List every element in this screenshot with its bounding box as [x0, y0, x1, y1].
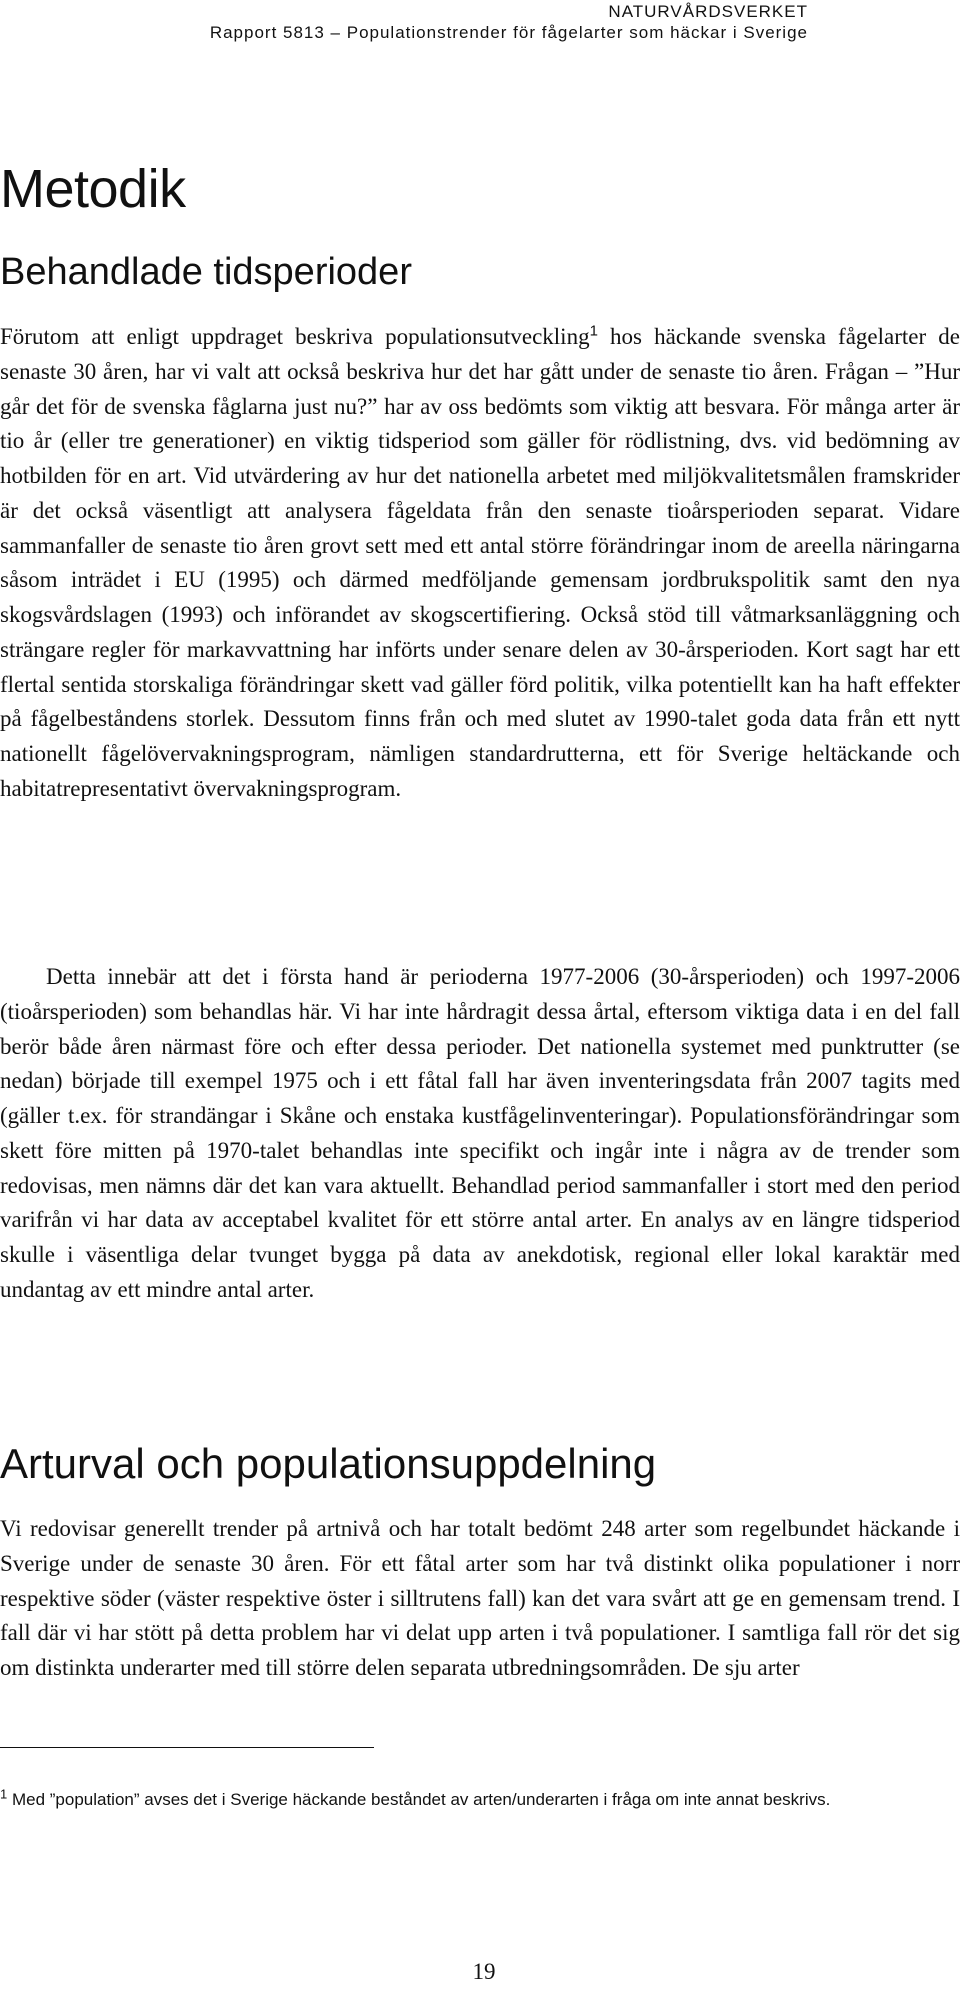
footnote — [0, 1786, 950, 1814]
header-publisher: NATURVÅRDSVERKET — [608, 2, 808, 21]
footnote-divider — [0, 1747, 374, 1748]
paragraph-time-periods-2: Detta innebär att det i första hand är perioderna 1977-2006 (30-årsperioden) och 1997-2006 (tioårsperioden) som behandlas här. Vi har inte hårdragit dessa årtal, eftersom viktiga data i en del fall berör både åren närmast före och efter dessa perioder. Det nationella systemet med punktrutter (se nedan) började till exempel 1975 och i ett fåtal fall har även inventeringsdata från 2007 tagits med (gäller t.ex. för strandängar i Skåne och enstaka kustfågelinventeringar). Populationsförändringar som skett före mitten på 1970-talet behandlas inte specifikt och ingår inte i några av de trender som redovisas, men nämns där det kan vara aktuellt. Behandlad period sammanfaller i stort med den period varifrån vi har data av acceptabel kvalitet för ett större antal arter. En analys av en längre tidsperiod skulle i väsentliga delar tvunget bygga på data av anekdotisk, regional eller lokal karaktär med undantag av ett mindre antal arter. — [0, 964, 960, 1302]
paragraph-text: Förutom att enligt uppdraget beskriva populationsutveckling — [0, 324, 590, 349]
page-title: Metodik — [0, 159, 186, 219]
footnote-text: Med ”population” avses det i Sverige häckande beståndet av arten/underarten i fråga om inte annat beskrivs. — [7, 1790, 831, 1809]
page-header — [210, 2, 808, 44]
page-number: 19 — [472, 1959, 496, 1984]
header-report-title: Rapport 5813 – Populationstrender för fågelarter som häckar i Sverige — [209, 23, 808, 42]
section-heading-time-periods: Behandlade tidsperioder — [0, 251, 412, 293]
section-heading-species-selection: Arturval och populationsuppdelning — [0, 1440, 657, 1487]
paragraph-text: hos häckande svenska fågelarter de senaste 30 åren, har vi valt att också beskriva hur det har gått under de senaste tio åren. Frågan – ”Hur går det för de svenska fåglarna just nu?” har av oss bedömts som viktig att besvara. För många arter är tio år (eller tre generationer) en viktig tidsperiod som gäller för rödlistning, dvs. vid bedömning av hotbilden för en art. Vid utvärdering av hur det nationella arbetet med miljökvalitetsmålen framskrider är det också väsentligt att analysera fågeldata från den senaste tioårsperioden separat. Vidare sammanfaller de senaste tio åren grovt sett med ett antal större förändringar inom de areella näringarna såsom inträdet i EU (1995) och därmed medföljande gemensam jordbrukspolitik samt den nya skogsvårdslagen (1993) och införandet av skogscertifiering. Också stöd till våtmarksanläggning och strängare regler för markavvattning har införts under senare delen av 30-årsperioden. Kort sagt har ett flertal sentida storskaliga förändringar skett vad gäller förd politik, vilka potentiellt kan ha haft effekter på fågelbeståndens storlek. Dessutom finns från och med slutet av 1990-talet goda data från ett nytt nationellt fågelövervakningsprogram, nämligen standardrutterna, ett för Sverige heltäckande och habitatrepresentativt övervakningsprogram. — [0, 324, 960, 801]
paragraph-species-selection-1: Vi redovisar generellt trender på artnivå och har totalt bedömt 248 arter som regelbundet häckande i Sverige under de senaste 30 åren. För ett fåtal arter som har två distinkt olika populationer i norr respektive söder (väster respektive öster i silltrutens fall) kan det vara svårt att ge en gemensam trend. I fall där vi har stött på detta problem har vi delat upp arten i två populationer. I samtliga fall rör det sig om distinkta underarter med till större delen separata utbredningsområden. De sju arter — [0, 1516, 960, 1680]
paragraph-time-periods-1 — [0, 320, 960, 807]
footnote-reference[interactable]: 1 — [589, 322, 598, 340]
footnote-marker: 1 — [0, 1786, 8, 1802]
